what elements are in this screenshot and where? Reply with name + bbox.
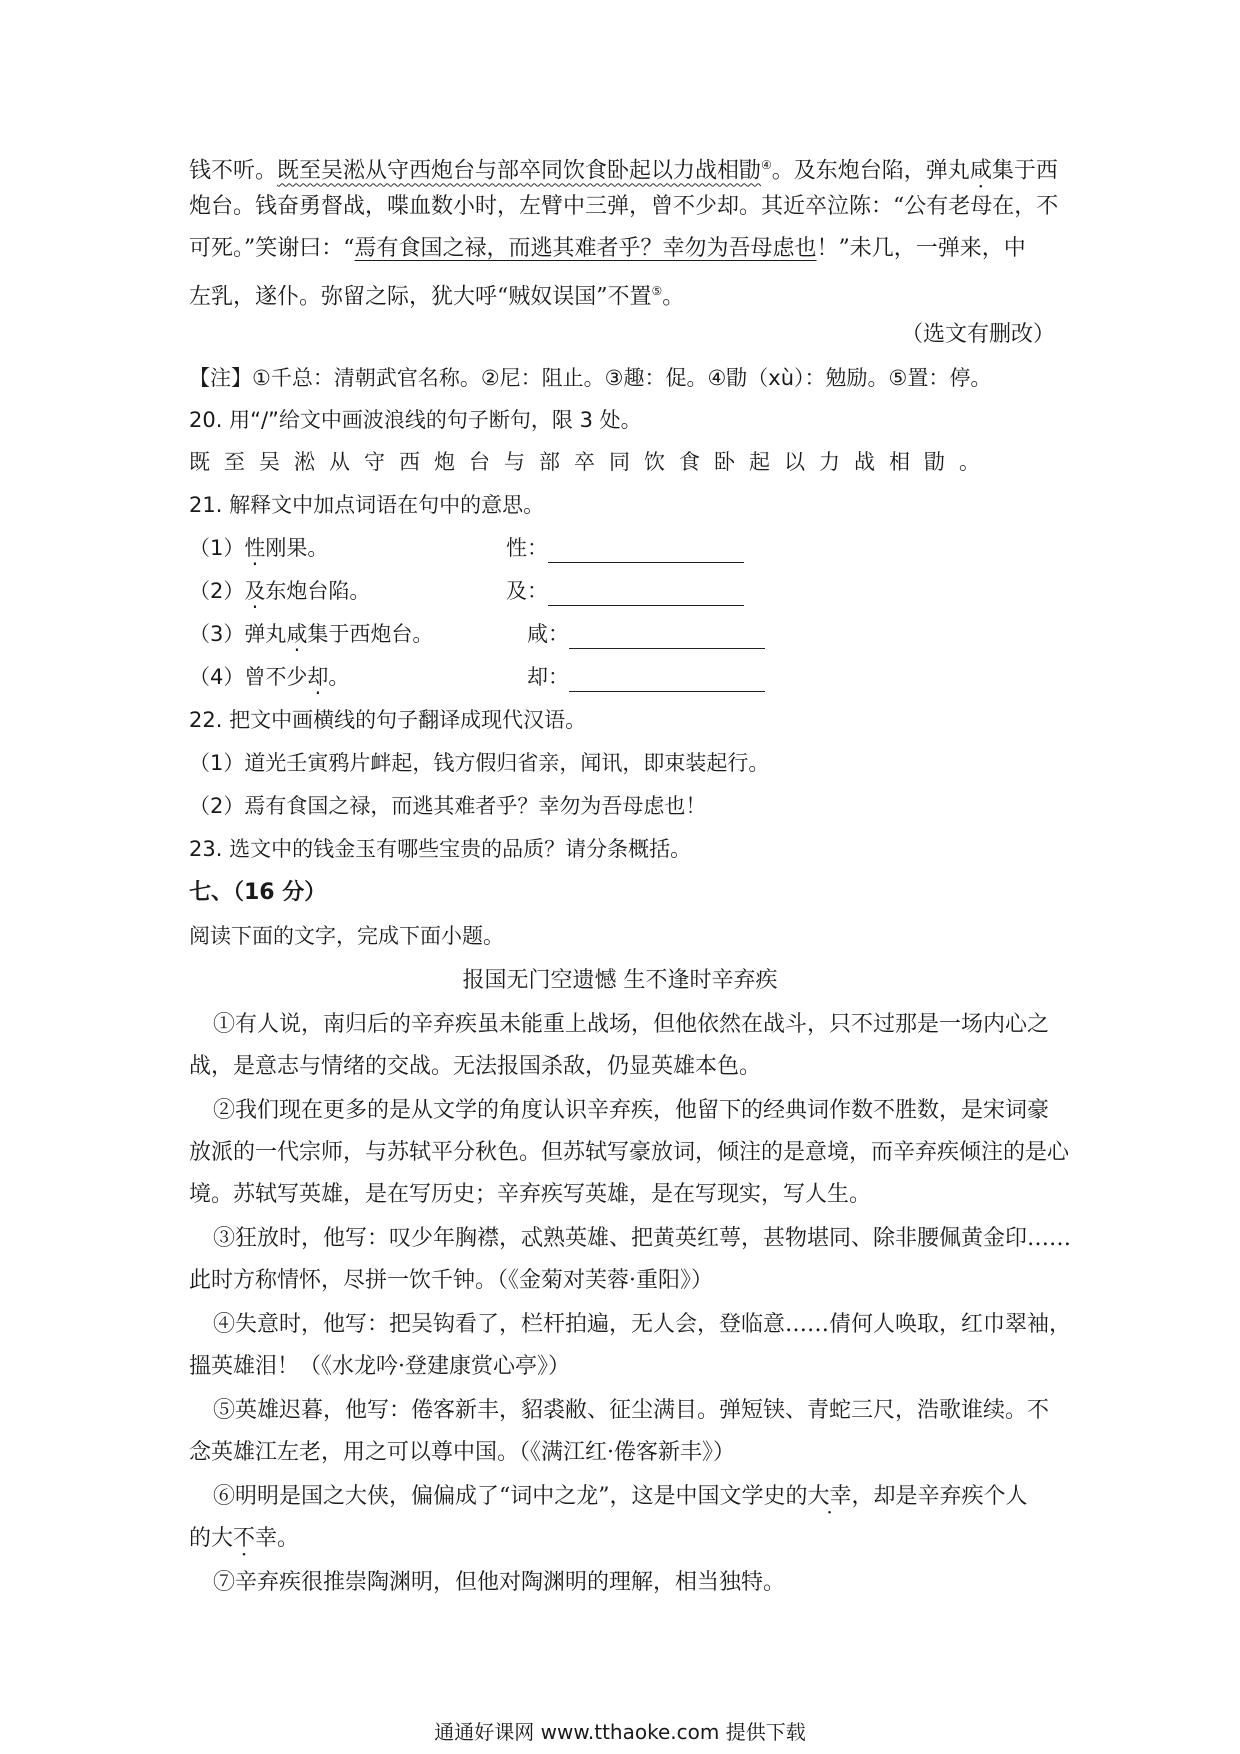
- q22-item-2: （2）焉有食国之禄，而逃其难者乎？幸勿为吾母虑也！: [189, 794, 707, 818]
- answer-blank[interactable]: [569, 624, 765, 649]
- q21-item-4: （4）曾不少却。: [189, 665, 350, 689]
- q21-answer-3: 咸：: [527, 619, 765, 649]
- paragraph-3-line-1: ③狂放时，他写：叹少年胸襟，忒熟英雄、把黄英红萼，甚物堪同、除非腰佩黄金印……: [213, 1226, 1072, 1251]
- q21-answer-4: 却：: [527, 662, 765, 692]
- passage-line-1: 钱不听。既至吴淞从守西炮台与部卒同饮食卧起以力战相勖④。及东炮台陷，弹丸咸集于西: [189, 158, 1058, 184]
- paragraph-2-line-2: 放派的一代宗师，与苏轼平分秋色。但苏轼写豪放词，倾注的是意境，而辛弃疾倾注的是心: [189, 1140, 1070, 1165]
- passage-line-4: 左乳，遂仆。弥留之际，犹大呼“贼奴误国”不置⑤。: [189, 284, 685, 310]
- paragraph-1-line-1: ①有人说，南归后的辛弃疾虽未能重上战场，但他依然在战斗，只不过那是一场内心之: [213, 1012, 1050, 1037]
- q21-answer-2: 及：: [506, 576, 744, 606]
- dotted-word: 咸: [286, 622, 308, 646]
- question-23: 23. 选文中的钱金玉有哪些宝贵的品质？请分条概括。: [189, 837, 692, 861]
- section-heading: 七、（16 分）: [189, 880, 327, 905]
- note-marker: ⑤: [651, 284, 663, 298]
- paragraph-5-line-1: ⑤英雄迟暮，他写：倦客新丰，貂裘敝、征尘满目。弹短铗、青蛇三尺，浩歌谁续。不: [213, 1398, 1050, 1423]
- paragraph-4-line-2: 搵英雄泪！（《水龙吟·登建康赏心亭》）: [189, 1354, 570, 1379]
- dotted-word: 咸: [969, 158, 992, 184]
- dotted-word: 性: [244, 536, 266, 560]
- dotted-word: 大幸: [807, 1484, 852, 1509]
- underlined-sentence: 焉有食国之禄，而逃其难者乎？幸勿为吾母虑也: [354, 236, 817, 261]
- annotation-notes: 【注】①千总：清朝武官名称。②尼：阻止。③趣：促。④勖（xù）：勉励。⑤置：停。: [189, 366, 992, 390]
- answer-blank[interactable]: [569, 667, 765, 692]
- question-20-sentence: 既至吴淞从守西炮台与部卒同饮食卧起以力战相勖。: [189, 450, 994, 474]
- passage-line-3: 可死。”笑谢曰：“焉有食国之禄，而逃其难者乎？幸勿为吾母虑也！”未几，一弹来，中: [189, 236, 1026, 261]
- note-marker: ④: [761, 158, 772, 172]
- paragraph-6-line-2: 的大不幸。: [189, 1526, 300, 1551]
- paragraph-1-line-2: 战，是意志与情绪的交战。无法报国杀敌，仍显英雄本色。: [189, 1054, 762, 1079]
- footer-download-note: 通通好课网 www.tthaoke.com 提供下载: [434, 1720, 806, 1744]
- paragraph-4-line-1: ④失意时，他写：把吴钩看了，栏杆拍遍，无人会，登临意……倩何人唤取，红巾翠袖，: [213, 1312, 1072, 1337]
- q21-item-2: （2）及东炮台陷。: [189, 579, 371, 603]
- dotted-word: 大不幸: [211, 1526, 278, 1551]
- question-22: 22. 把文中画横线的句子翻译成现代汉语。: [189, 708, 587, 732]
- q21-answer-1: 性：: [506, 533, 744, 563]
- question-20: 20. 用“/”给文中画波浪线的句子断句，限 3 处。: [189, 408, 642, 432]
- paragraph-3-line-2: 此时方称情怀，尽拼一饮千钟。（《金菊对芙蓉·重阳》）: [189, 1268, 713, 1293]
- paragraph-5-line-2: 念英雄江左老，用之可以尊中国。（《满江红·倦客新丰》）: [189, 1440, 735, 1465]
- wavy-underlined-sentence: 既至吴淞从守西炮台与部卒同饮食卧起以力战相勖: [277, 158, 762, 184]
- dotted-word: 却: [307, 665, 329, 689]
- q21-item-1: （1）性刚果。: [189, 536, 329, 560]
- question-21: 21. 解释文中加点词语在句中的意思。: [189, 493, 545, 517]
- dotted-word: 及: [244, 579, 266, 603]
- paragraph-6-line-1: ⑥明明是国之大侠，偏偏成了“词中之龙”，这是中国文学史的大幸，却是辛弃疾个人: [213, 1484, 1028, 1509]
- paragraph-2-line-3: 境。苏轼写英雄，是在写历史；辛弃疾写英雄，是在写现实，写人生。: [189, 1182, 872, 1207]
- q21-item-3: （3）弹丸咸集于西炮台。: [189, 622, 434, 646]
- paragraph-2-line-1: ②我们现在更多的是从文学的角度认识辛弃疾，他留下的经典词作数不胜数，是宋词豪: [213, 1098, 1050, 1123]
- source-note: （选文有删改）: [900, 322, 1055, 347]
- section-instruction: 阅读下面的文字，完成下面小题。: [189, 924, 504, 948]
- article-title: 报国无门空遗憾 生不逢时辛弃疾: [462, 968, 778, 993]
- passage-line-2: 炮台。钱奋勇督战，喋血数小时，左臂中三弹，曾不少却。其近卒泣陈：“公有老母在，不: [189, 194, 1059, 219]
- answer-blank[interactable]: [548, 581, 744, 606]
- paragraph-7-line-1: ⑦辛弃疾很推崇陶渊明，但他对陶渊明的理解，相当独特。: [213, 1570, 786, 1595]
- answer-blank[interactable]: [548, 538, 744, 563]
- q22-item-1: （1）道光壬寅鸦片衅起，钱方假归省亲，闻讯，即束装起行。: [189, 751, 770, 775]
